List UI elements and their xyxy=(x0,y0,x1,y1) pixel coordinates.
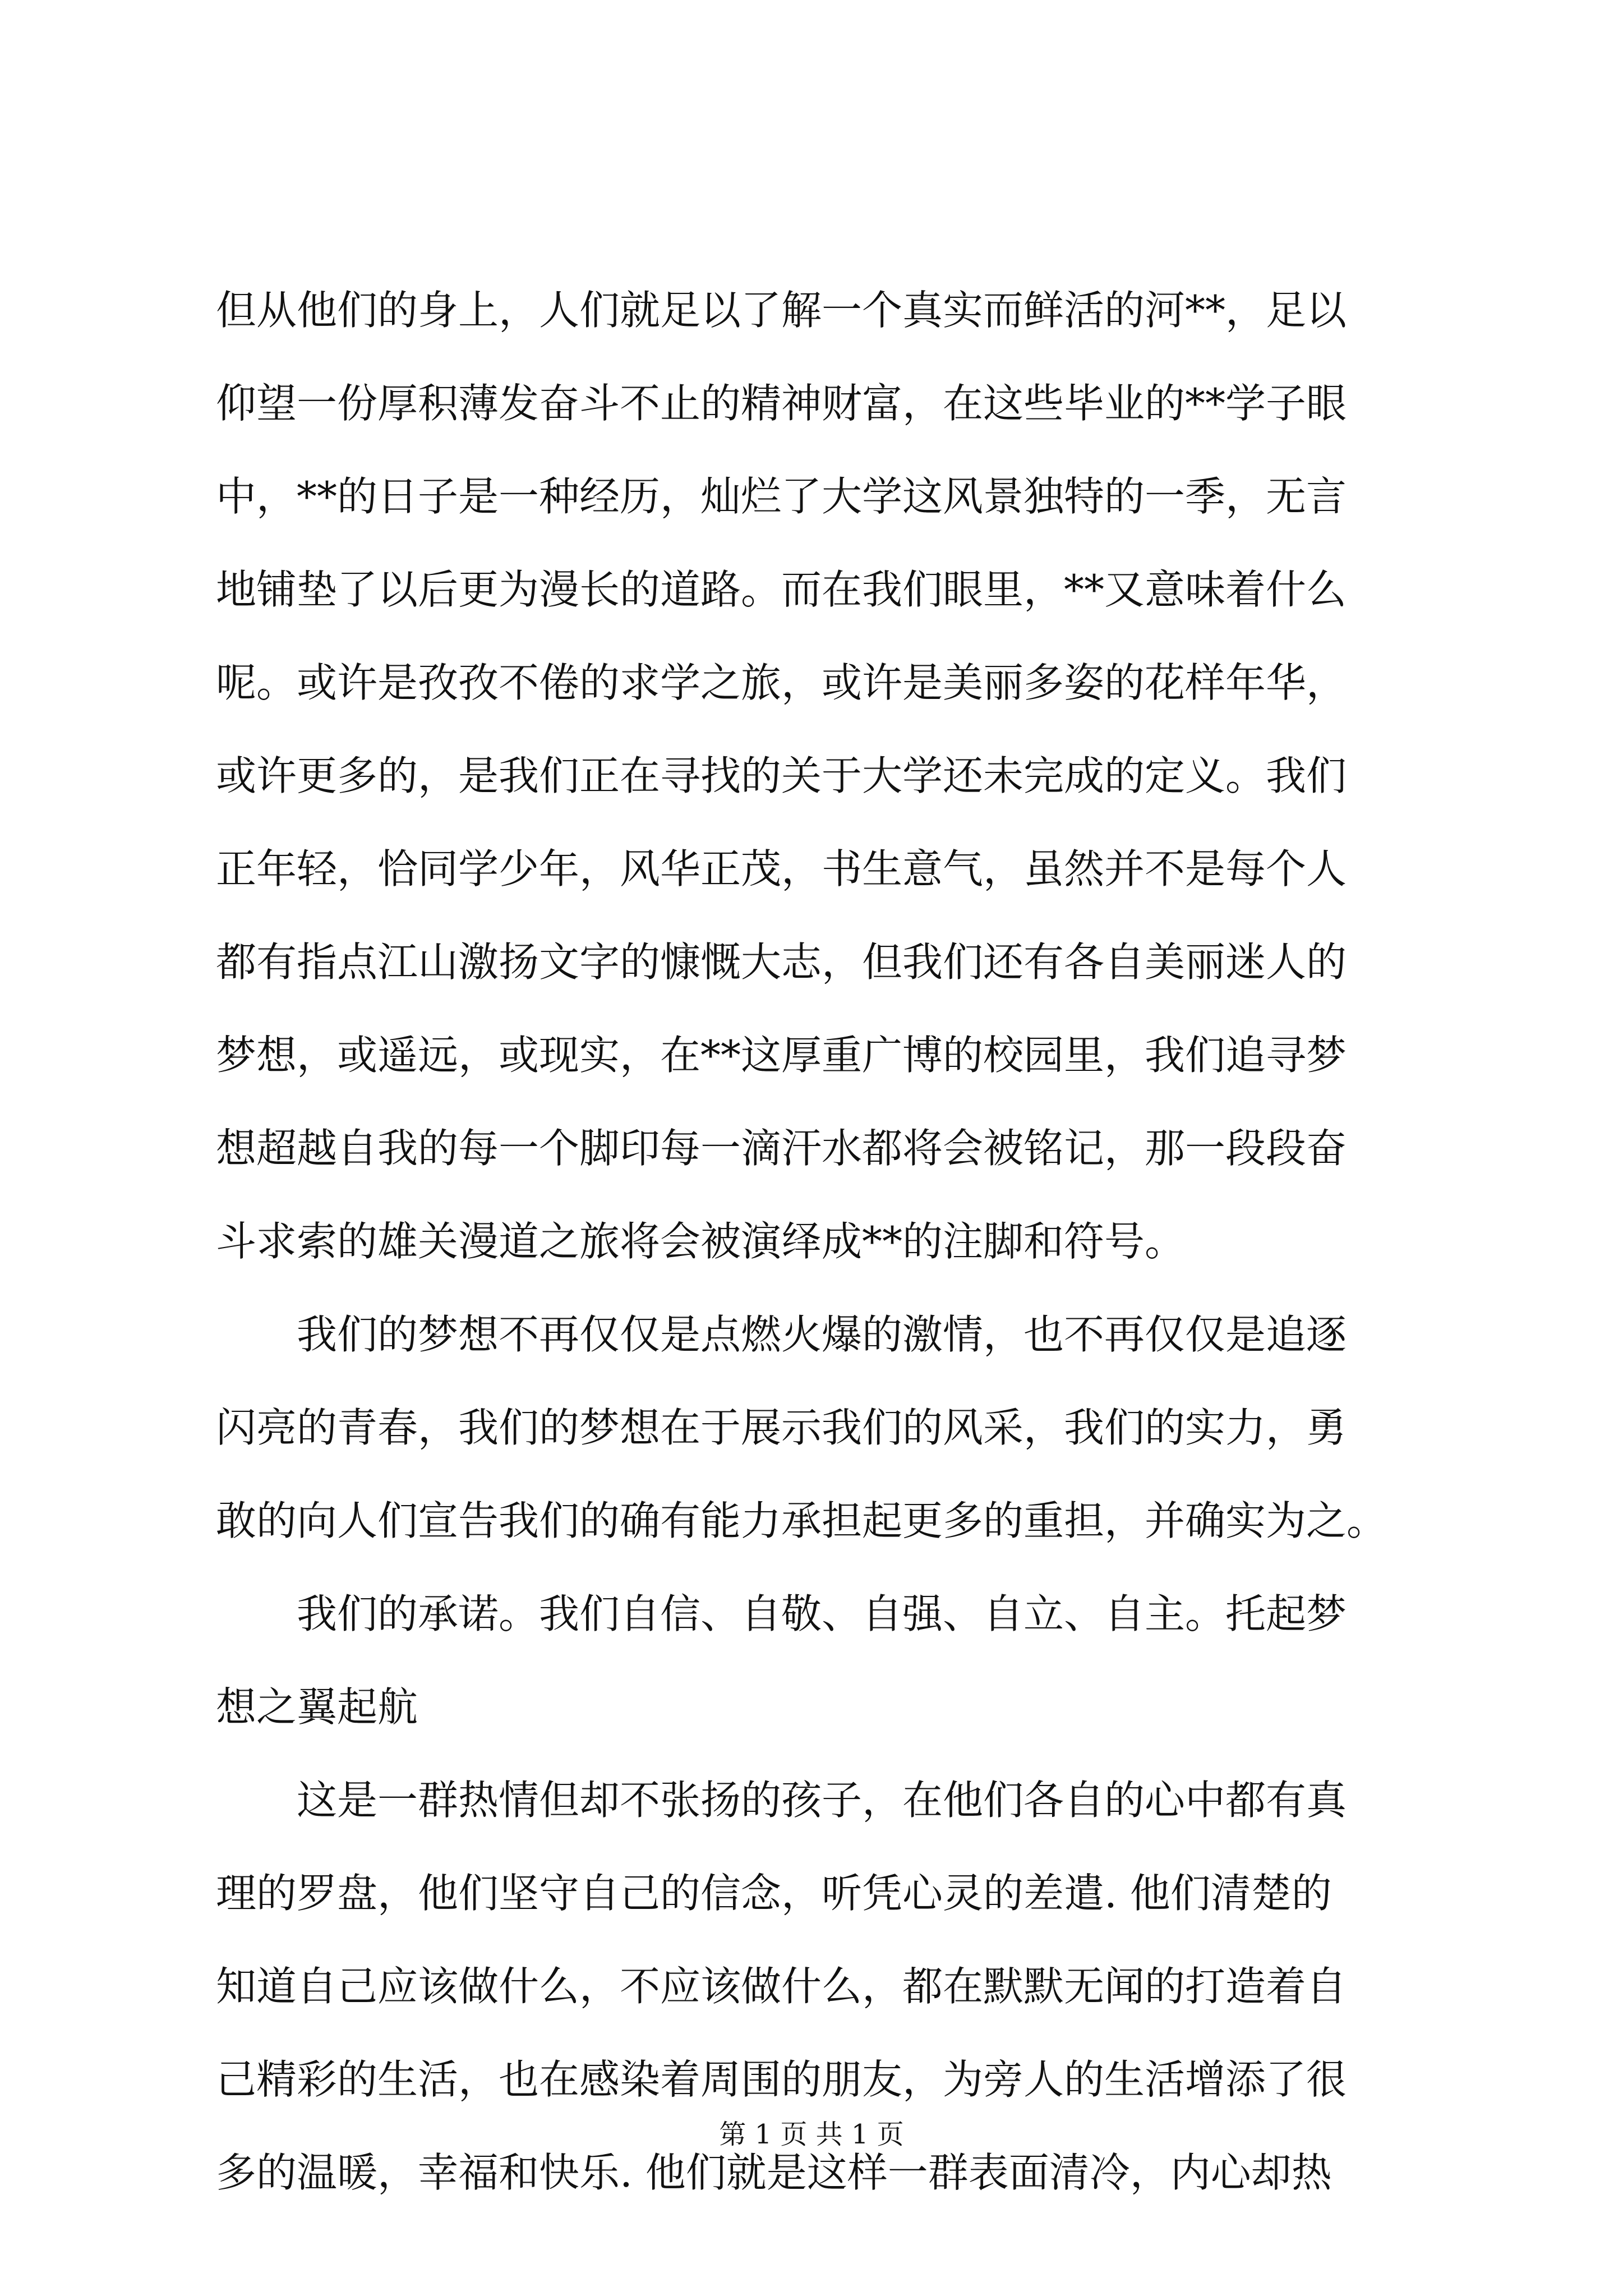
text-line: 梦想，或遥远，或现实，在**这厚重广博的校园里，我们追寻梦 xyxy=(216,1032,1347,1079)
page-footer xyxy=(0,2118,1623,2151)
text-line: 正年轻，恰同学少年，风华正茂，书生意气，虽然并不是每个人 xyxy=(216,845,1347,892)
body-text xyxy=(216,264,1430,2219)
text-line: 我们的梦想不再仅仅是点燃火爆的激情，也不再仅仅是追逐 xyxy=(216,1311,1347,1358)
text-line: 呢。或许是孜孜不倦的求学之旅，或许是美丽多姿的花样年华， xyxy=(216,659,1347,706)
text-line: 敢的向人们宣告我们的确有能力承担起更多的重担，并确实为之。 xyxy=(216,1497,1387,1544)
text-line: 闪亮的青春，我们的梦想在于展示我们的风采，我们的实力，勇 xyxy=(216,1404,1347,1451)
text-line: 中，**的日子是一种经历，灿烂了大学这风景独特的一季，无言 xyxy=(216,473,1347,520)
text-line: 或许更多的，是我们正在寻找的关于大学还未完成的定义。我们 xyxy=(216,752,1347,799)
page-number-label: 第 1 页 共 1 页 xyxy=(719,2119,904,2150)
text-line: 理的罗盘，他们坚守自己的信念，听凭心灵的差遣. 他们清楚的 xyxy=(216,1870,1332,1917)
text-line: 地铺垫了以后更为漫长的道路。而在我们眼里，**又意味着什么 xyxy=(216,566,1347,613)
text-line: 知道自己应该做什么，不应该做什么，都在默默无闻的打造着自 xyxy=(216,1963,1347,2010)
text-line: 这是一群热情但却不张扬的孩子，在他们各自的心中都有真 xyxy=(216,1777,1347,1824)
text-line: 我们的承诺。我们自信、自敬、自强、自立、自主。托起梦 xyxy=(216,1590,1347,1637)
text-line: 想超越自我的每一个脚印每一滴汗水都将会被铭记，那一段段奋 xyxy=(216,1125,1347,1172)
text-line: 多的温暖，幸福和快乐. 他们就是这样一群表面清冷，内心却热 xyxy=(216,2149,1332,2196)
text-line: 己精彩的生活，也在感染着周围的朋友，为旁人的生活增添了很 xyxy=(216,2056,1347,2103)
text-line: 仰望一份厚积薄发奋斗不止的精神财富，在这些毕业的**学子眼 xyxy=(216,380,1347,427)
text-line: 斗求索的雄关漫道之旅将会被演绎成**的注脚和符号。 xyxy=(216,1218,1186,1265)
text-line: 想之翼起航 xyxy=(216,1683,418,1731)
text-line: 但从他们的身上，人们就足以了解一个真实而鲜活的河**，足以 xyxy=(216,287,1347,334)
text-line: 都有指点江山激扬文字的慷慨大志，但我们还有各自美丽迷人的 xyxy=(216,938,1347,986)
